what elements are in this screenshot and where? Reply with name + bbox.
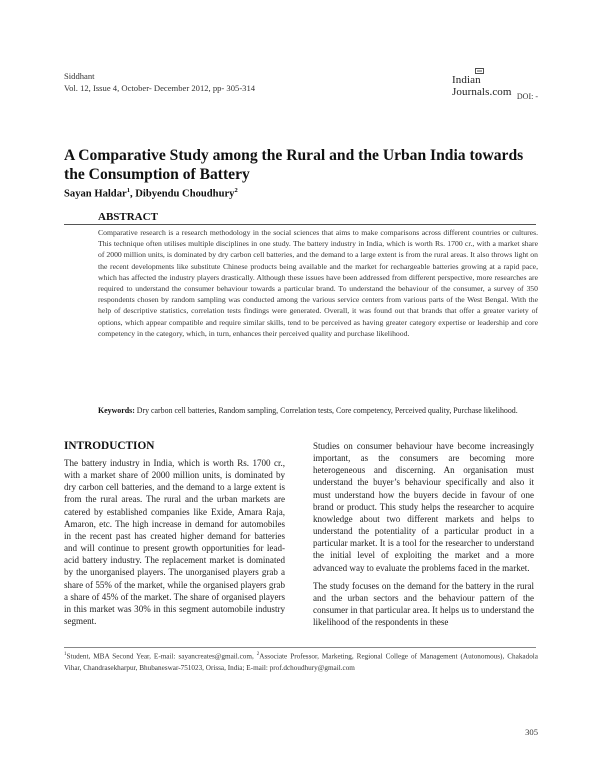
- body-paragraph: Studies on consumer behaviour have become increasingly important, as the consumers are becoming more heterogeneous and discerning. An organisation must understand the buyer’s behaviour specifically and also it must understand how the buyers decide in favour of one brand or product. This study helps the researcher to acquire knowledge about two different markets and helps to understand the potentiality of a particular product in a particular market. It is a tool for the researcher to understand the initial level of exploiting the market and a more advanced way to evaluate the problems faced in the market.: [313, 441, 534, 573]
- volume-line: Vol. 12, Issue 4, October- December 2012, pp- 305-314: [64, 83, 256, 93]
- footnote-divider: [64, 647, 536, 648]
- keywords-label: Keywords:: [98, 406, 135, 415]
- doi-label: DOI: -: [516, 92, 538, 101]
- author-affiliation-mark: 1: [126, 187, 130, 194]
- author-affiliation-mark: 2: [234, 187, 238, 194]
- footnote-mark: 1: [64, 652, 67, 657]
- keywords: [98, 405, 538, 417]
- page-number: 305: [525, 727, 538, 737]
- abstract-heading: ABSTRACT: [98, 211, 158, 223]
- author-list: [64, 187, 238, 200]
- footnote-text: Student, MBA Second Year, E-mail: sayancreates@gmail.com,: [66, 652, 257, 661]
- body-paragraph: The battery industry in India, which is worth Rs. 1700 cr., with a market share of 2000 million units, is dominated by dry carbon cell batteries, and the demand to a large extent is from the rural areas. The rural and the urban markets are catered by established companies like Exide, Amara Raja, Amaron, etc. The high increase in demand for automobiles in the recent past has created higher demand for batteries and will continue to present growth opportunities for lead-acid battery industry. The replacement market is dominated by the unorganised players. The unorganised players grab a share of 55% of the market, while the organised players grab a share of 45% of the market. The share of organised players in this market was 30% in this segment automobile industry segment.: [64, 458, 285, 627]
- footnote-text: Associate Professor, Marketing, Regional College of Management (Autonomous), Chakadola Vihar, Chandrasekharpur, Bhubaneswar-751023, Orissa, India; E-mail: prof.dchoudhury@gmail.com: [64, 652, 538, 672]
- logo-mark-icon: [475, 68, 484, 74]
- footnote: [64, 649, 538, 674]
- logo-text: Indian Journals.com: [452, 74, 512, 98]
- paper-title: A Comparative Study among the Rural and the Urban India towards the Consumption of Battery: [64, 147, 524, 183]
- journal-name: Siddhant: [64, 71, 95, 81]
- author-name: Dibyendu Choudhury: [135, 188, 235, 200]
- author-name: Sayan Haldar: [64, 188, 127, 200]
- body-column-left: [64, 440, 285, 627]
- body-paragraph: The study focuses on the demand for the battery in the rural and the urban sectors and the behaviour pattern of the consumer in that particular area. It helps us to understand the likelihood of the respondents in these: [313, 580, 534, 628]
- author-separator: ,: [129, 188, 136, 200]
- body-column-right: [313, 440, 534, 628]
- section-heading: INTRODUCTION: [64, 440, 155, 452]
- footnote-mark: 2: [256, 652, 260, 657]
- keywords-text: Dry carbon cell batteries, Random sampling, Correlation tests, Core competency, Perceived quality, Purchase likelihood.: [134, 406, 518, 415]
- journal-header: [64, 70, 255, 94]
- abstract-text: Comparative research is a research methodology in the social sciences that aims to make comparisons across different countries or cultures. This technique often utilises multiple disciplines in one study. The battery industry in India, which is worth Rs. 1700 cr., with a market share of 2000 million units, is dominated by dry carbon cell batteries, and the demand to a large extent is from the rural areas. It also throws light on the recent developments like substitute Chinese products being available and the market for rechargeable batteries growing at a rapid pace, which has affected the industry players drastically. Although these issues have been addressed from different perspective, more researches are required to understand the consumer behaviour towards a particular brand. To understand the behaviour of the consumer, a survey of 350 respondents chosen by random sampling was conducted among the various service centers from various parts of the West Bengal. With the help of descriptive statistics, correlation tests findings were generated. Overall, it was found out that brands that offer a greater variety of options, which appear compatible and require similar skills, tend to be perceived as having greater category expertise or leadership and core competency in the category, which, in turn, enhances their perceived quality and purchase likelihood.: [98, 228, 538, 338]
- abstract-divider: [64, 224, 536, 225]
